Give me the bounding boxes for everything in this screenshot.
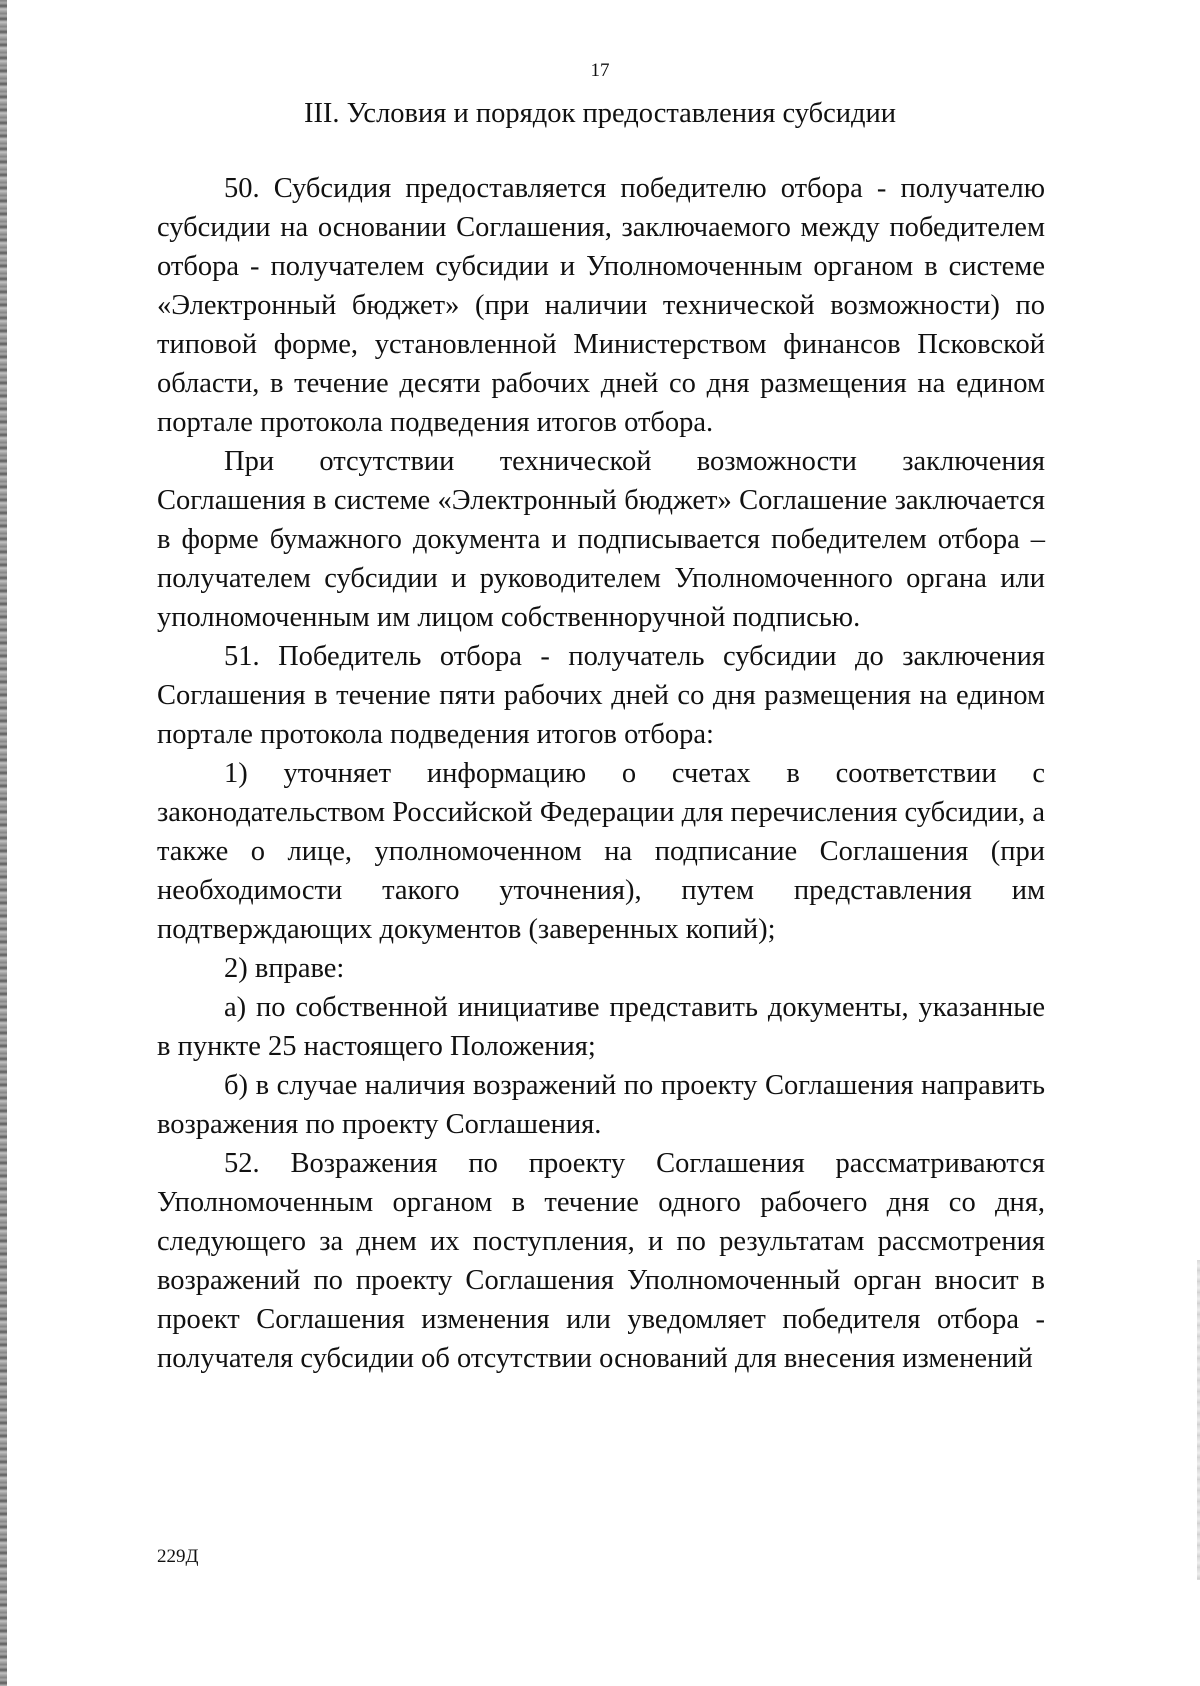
section-title: III. Условия и порядок предоставления субсидии bbox=[303, 98, 897, 129]
paragraph-51-item-2: 2) вправе: bbox=[224, 953, 345, 984]
paragraph-51-item-2b: б) в случае наличия возражений по проекту Соглашения направить возражения по проекту Соглашения. bbox=[157, 1070, 1045, 1140]
footer-document-code: 229Д bbox=[157, 1546, 199, 1567]
page-number: 17 bbox=[590, 60, 610, 81]
paragraph-50: 50. Субсидия предоставляется победителю отбора - получателю субсидии на основании Соглашения, заключаемого между победителем отбора - получателем субсидии и Уполномоченным органом в системе «Электронный бюджет» (при наличии технической возможности) по типовой форме, установленной Министерством финансов Псковской области, в течение десяти рабочих дней со дня размещения на едином портале протокола подведения итогов отбора. bbox=[157, 173, 1045, 438]
paragraph-51: 51. Победитель отбора - получатель субсидии до заключения Соглашения в течение пяти рабочих дней со дня размещения на едином портале протокола подведения итогов отбора: bbox=[157, 641, 1045, 750]
scan-edge-left bbox=[0, 0, 7, 1686]
paragraph-52: 52. Возражения по проекту Соглашения рассматриваются Уполномоченным органом в течение одного рабочего дня со дня, следующего за днем их поступления, и по результатам рассмотрения возражений по проекту Соглашения Уполномоченный орган вносит в проект Соглашения изменения или уведомляет победителя отбора - получателя субсидии об отсутствии оснований для внесения изменений bbox=[157, 1148, 1045, 1374]
paragraph-51-item-2a: а) по собственной инициативе представить документы, указанные в пункте 25 настоящего Положения; bbox=[157, 992, 1045, 1062]
document-body bbox=[157, 169, 1045, 1378]
paragraph-51-item-1: 1) уточняет информацию о счетах в соответствии с законодательством Российской Федерации для перечисления субсидии, а также о лице, уполномоченном на подписание Соглашения (при необходимости такого уточнения), путем представления им подтверждающих документов (заверенных копий); bbox=[157, 758, 1045, 945]
paragraph-no-technical-possibility: При отсутствии технической возможности заключения Соглашения в системе «Электронный бюджет» Соглашение заключается в форме бумажного документа и подписывается победителем отбора – получателем субсидии и руководителем Уполномоченного органа или уполномоченным им лицом собственноручной подписью. bbox=[157, 446, 1045, 633]
